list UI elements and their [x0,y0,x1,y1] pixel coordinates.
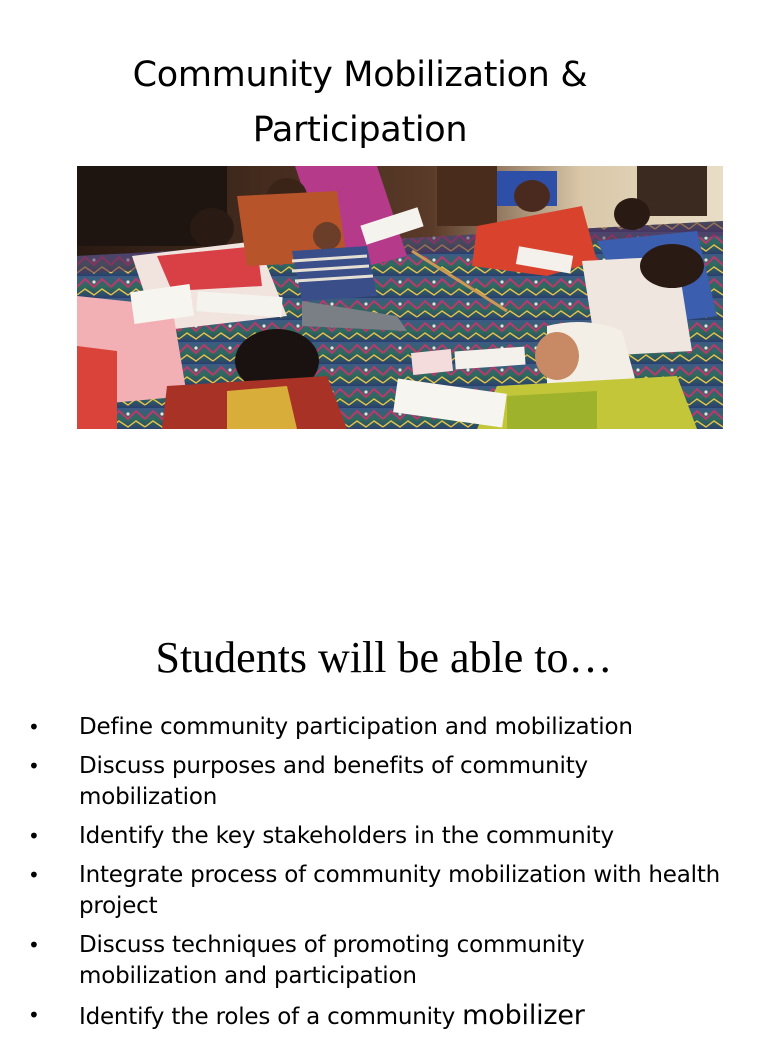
list-item-text: Define community participation and mobilization [79,714,633,740]
bullet-dot: • [28,754,40,778]
list-item-text: Discuss techniques of promoting community mobilization and participation [79,932,585,989]
list-item [0,860,768,922]
bullet-dot: • [28,824,40,848]
bullet-dot: • [28,933,40,957]
bullet-dot: • [28,1003,40,1027]
list-item [0,1000,768,1033]
slide-2 [0,560,768,1031]
slide-title [60,48,660,158]
list-item [0,712,768,743]
list-item-text: Identify the roles of a community [79,1004,463,1030]
list-item [0,821,768,852]
list-item-text: Discuss purposes and benefits of community mobilization [79,753,588,810]
list-item [0,751,768,813]
slide-title-line-1: Community Mobilization & [132,55,588,95]
bullet-dot: • [28,715,40,739]
objectives-heading: Students will be able to… [155,633,613,682]
objectives-list [0,712,768,1041]
list-item [0,930,768,992]
list-item-emphasis: mobilizer [462,1000,585,1031]
list-item-text: Integrate process of community mobilization with health project [79,862,721,919]
list-item-text: Identify the key stakeholders in the community [79,823,614,849]
bullet-dot: • [28,863,40,887]
community-group-photo [77,166,723,429]
slide-title-line-2: Participation [252,110,468,150]
